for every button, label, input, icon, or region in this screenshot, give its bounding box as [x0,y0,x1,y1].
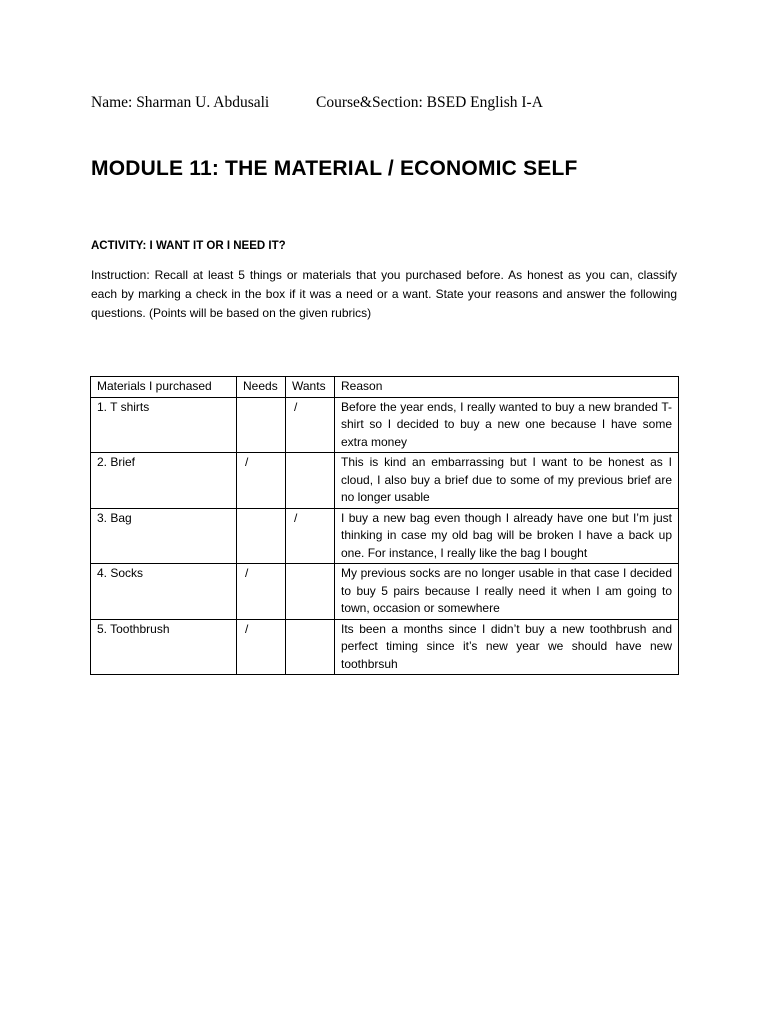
material-cell: 1. T shirts [91,397,237,453]
needs-mark: / [237,453,286,509]
reason-cell: This is kind an embarrassing but I want to be honest as I cloud, I also buy a brief due to some of my previous brief are no longer usable [335,453,679,509]
header-reason: Reason [335,377,679,398]
student-info-line [91,94,543,112]
header-wants: Wants [286,377,335,398]
reason-cell: My previous socks are no longer usable in that case I decided to buy 5 pairs because I really need it when I am going to town, occasion or somewhere [335,564,679,620]
needs-mark: / [237,564,286,620]
header-materials: Materials I purchased [91,377,237,398]
header-needs: Needs [237,377,286,398]
table-header-row [91,377,679,398]
activity-table [90,376,679,675]
table-row [91,453,679,509]
table-row [91,619,679,675]
wants-mark [286,453,335,509]
table-row [91,564,679,620]
wants-mark: / [286,397,335,453]
material-cell: 5. Toothbrush [91,619,237,675]
needs-mark [237,508,286,564]
reason-cell: Its been a months since I didn’t buy a new toothbrush and perfect timing since it’s new year we should have new toothbrsuh [335,619,679,675]
table-row [91,508,679,564]
reason-cell: I buy a new bag even though I already have one but I’m just thinking in case my old bag will be broken I have a back up one. For instance, I really like the bag I bought [335,508,679,564]
wants-mark: / [286,508,335,564]
activity-title: ACTIVITY: I WANT IT OR I NEED IT? [91,240,286,252]
course-section: Course&Section: BSED English I-A [316,94,543,111]
needs-mark [237,397,286,453]
reason-cell: Before the year ends, I really wanted to buy a new branded T-shirt so I decided to buy a new one because I have some extra money [335,397,679,453]
module-title: MODULE 11: THE MATERIAL / ECONOMIC SELF [91,157,578,180]
needs-mark: / [237,619,286,675]
material-cell: 2. Brief [91,453,237,509]
wants-mark [286,564,335,620]
material-cell: 4. Socks [91,564,237,620]
wants-mark [286,619,335,675]
table-row [91,397,679,453]
student-name: Name: Sharman U. Abdusali [91,94,270,111]
instruction-paragraph: Instruction: Recall at least 5 things or materials that you purchased before. As honest as you can, classify each by marking a check in the box if it was a need or a want. State your reasons and answer the following questions. (Points will be based on the given rubrics) [91,268,677,320]
material-cell: 3. Bag [91,508,237,564]
